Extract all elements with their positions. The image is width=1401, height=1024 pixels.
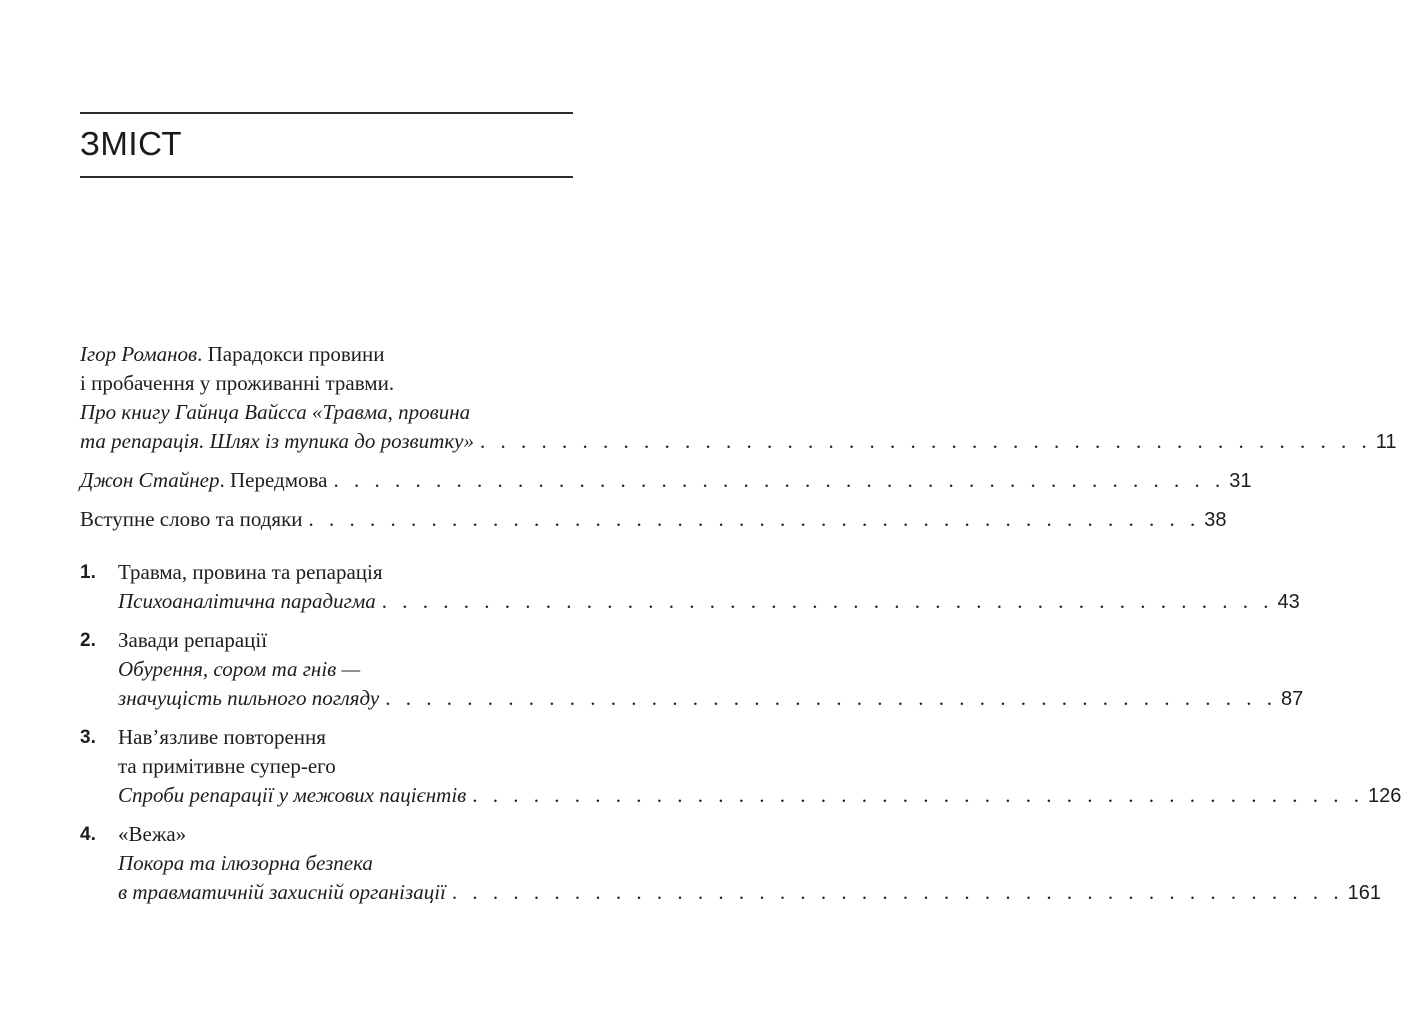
toc-line (118, 752, 573, 781)
entry-subtitle: Про книгу Гайнца Вайсса «Травма, провина (80, 400, 471, 424)
dot-leader: . . . . . . . . . . . . . . . . . . . . . . . . . . . . . . . . . . . . . . . . . . . . (308, 507, 1201, 531)
toc-chapter[interactable] (80, 723, 1401, 811)
toc-entry[interactable] (80, 505, 1227, 535)
toc-line-text (118, 820, 186, 849)
page-number: 38 (1204, 509, 1227, 531)
toc-line-text (118, 849, 373, 878)
toc-line-text (118, 723, 326, 752)
toc-line-text (118, 878, 446, 907)
dot-leader: . . . . . . . . . . . . . . . . . . . . . . . . . . . . . . . . . . . . . . . . . . . . (472, 783, 1365, 807)
toc-line (118, 684, 1304, 714)
entry-subtitle: Обурення, сором та гнів — (118, 657, 361, 681)
dot-leader: . . . . . . . . . . . . . . . . . . . . . . . . . . . . . . . . . . . . . . . . . . . . (385, 686, 1277, 710)
chapter-body (118, 723, 1401, 811)
page-number: 126 (1368, 785, 1401, 807)
toc-chapter[interactable] (80, 626, 1304, 714)
entry-subtitle: та репарація. Шлях із тупика до розвитку» (80, 429, 474, 453)
toc-line (118, 849, 573, 878)
toc-line (80, 427, 1397, 457)
toc-line (80, 398, 573, 427)
toc-line (118, 558, 573, 587)
page-number: 31 (1229, 470, 1252, 492)
toc-line-text (80, 398, 470, 427)
entry-title: Вступне слово та подяки (80, 507, 303, 531)
entry-title: . Парадокси провини (197, 342, 385, 366)
toc-line-text (118, 655, 360, 684)
entry-title: Нав’язливе повторення (118, 725, 326, 749)
bottom-rule (80, 176, 573, 178)
toc-line (80, 505, 1227, 535)
toc-line (80, 369, 573, 398)
toc-chapter[interactable] (80, 558, 1300, 617)
toc-line-text (80, 369, 394, 398)
entry-subtitle: в травматичній захисній організації (118, 880, 446, 904)
toc-line (118, 655, 573, 684)
chapter-number: 3. (80, 727, 96, 748)
page-number: 161 (1347, 882, 1382, 904)
toc-line-text (118, 558, 383, 587)
entry-subtitle: значущість пильного погляду (118, 686, 380, 710)
toc-line-text (118, 626, 267, 655)
toc-line-text (80, 505, 303, 534)
toc-line-text (80, 466, 327, 495)
toc-line-text (118, 587, 376, 616)
chapter-number: 1. (80, 562, 96, 583)
toc-chapter[interactable] (80, 820, 1382, 908)
toc-entry[interactable] (80, 466, 1252, 496)
chapter-body (118, 558, 1300, 617)
toc-line (118, 781, 1401, 811)
toc-line (118, 723, 573, 752)
toc-chapters (80, 558, 1401, 917)
author-name: Ігор Романов (80, 342, 198, 366)
entry-title: та примітивне супер-его (118, 754, 336, 778)
dot-leader: . . . . . . . . . . . . . . . . . . . . . . . . . . . . . . . . . . . . . . . . . . . . (381, 589, 1274, 613)
toc-line-text (118, 781, 466, 810)
chapter-number: 2. (80, 630, 96, 651)
entry-title: «Вежа» (118, 822, 187, 846)
toc-line (118, 626, 573, 655)
entry-title: і пробачення у проживанні травми. (80, 371, 395, 395)
entry-subtitle: Психоаналітична парадигма (118, 589, 376, 613)
entry-title: Травма, провина та репарація (118, 560, 383, 584)
chapter-number: 4. (80, 824, 96, 845)
toc-line-text (80, 427, 474, 456)
toc-front-matter (80, 340, 1397, 544)
dot-leader: . . . . . . . . . . . . . . . . . . . . . . . . . . . . . . . . . . . . . . . . . . . . (480, 429, 1372, 453)
toc-line (118, 878, 1382, 908)
entry-title: . Передмова (219, 468, 328, 492)
page-number: 43 (1277, 591, 1300, 613)
dot-leader: . . . . . . . . . . . . . . . . . . . . . . . . . . . . . . . . . . . . . . . . . . . . (451, 880, 1344, 904)
entry-subtitle: Покора та ілюзорна безпека (118, 851, 373, 875)
toc-line-text (118, 752, 336, 781)
toc-line (80, 466, 1252, 496)
chapter-body (118, 820, 1382, 908)
page-number: 87 (1280, 688, 1304, 710)
toc-line (118, 820, 573, 849)
toc-entry[interactable] (80, 340, 1397, 457)
entry-subtitle: Спроби репарації у межових пацієнтів (118, 783, 467, 807)
toc-line-text (80, 340, 385, 369)
entry-title: Завади репарації (118, 628, 268, 652)
top-rule (80, 112, 573, 114)
toc-line-text (118, 684, 379, 713)
toc-line (80, 340, 573, 369)
page-title: ЗМІСТ (80, 125, 182, 162)
page-number: 11 (1375, 431, 1397, 453)
dot-leader: . . . . . . . . . . . . . . . . . . . . . . . . . . . . . . . . . . . . . . . . . . . . (333, 468, 1226, 492)
chapter-body (118, 626, 1304, 714)
author-name: Джон Стайнер (80, 468, 220, 492)
toc-line (118, 587, 1300, 617)
